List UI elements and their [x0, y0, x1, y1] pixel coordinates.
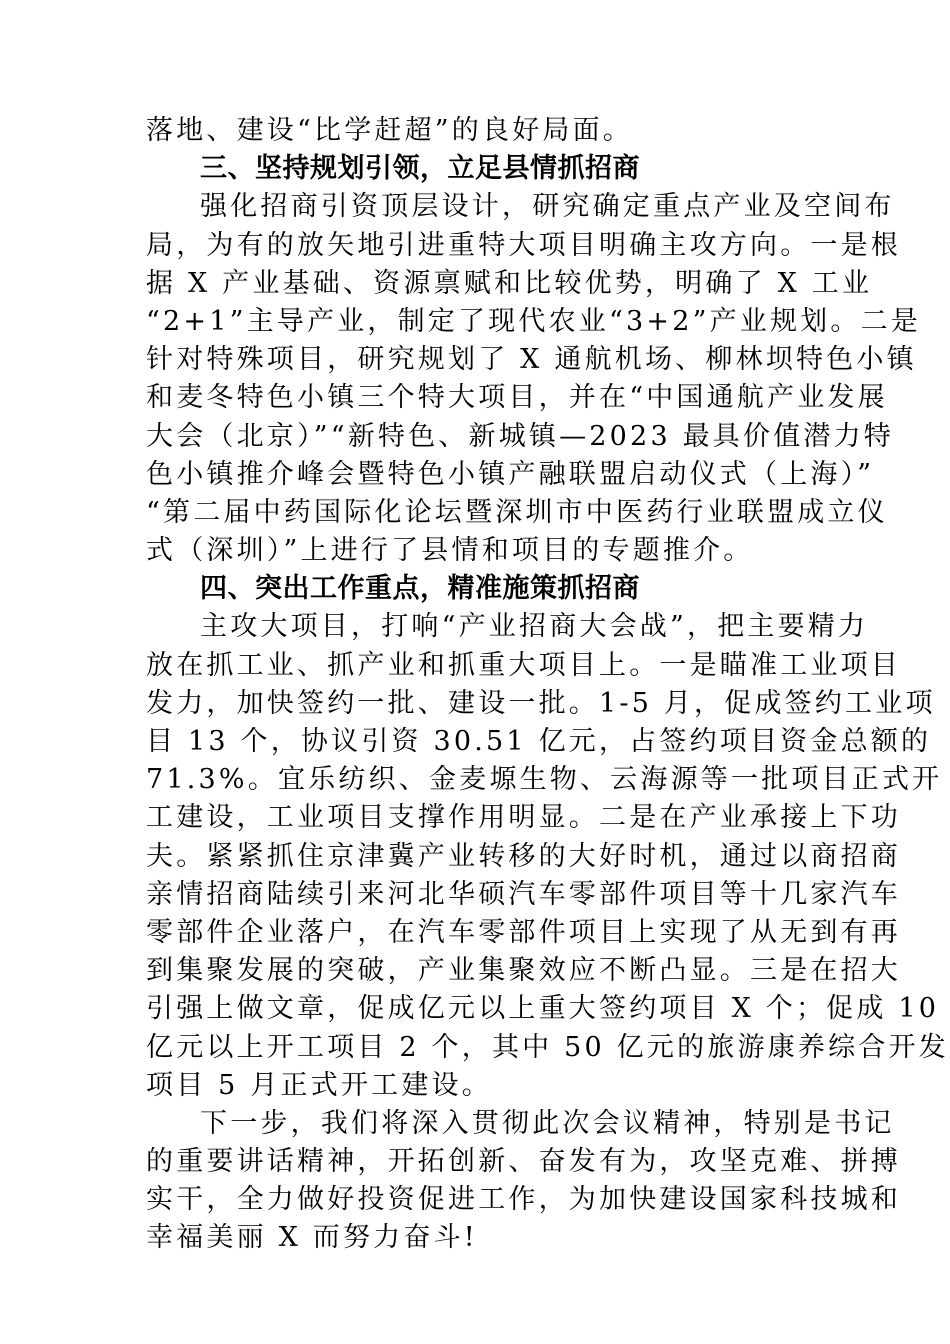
text-line: 实干，全力做好投资促进工作，为加快建设国家科技城和 [146, 1184, 901, 1216]
text-line: 式（深圳）”上进行了县情和项目的专题推介。 [146, 535, 754, 567]
text-line: 亲情招商陆续引来河北华硕汽车零部件项目等十几家汽车 [146, 878, 901, 910]
text-line: 到集聚发展的突破，产业集聚效应不断凸显。三是在招大 [146, 955, 901, 987]
section-heading: 四、突出工作重点，精准施策抓招商 [200, 573, 640, 605]
section-heading: 三、坚持规划引领，立足县情抓招商 [200, 153, 640, 185]
text-line: 局，为有的放矢地引进重特大项目明确主攻方向。一是根 [146, 229, 901, 261]
text-line: 强化招商引资顶层设计，研究确定重点产业及空间布 [200, 191, 895, 223]
text-line: 的重要讲话精神，开拓创新、奋发有为，攻坚克难、拼搏 [146, 1146, 901, 1178]
document-body [146, 112, 949, 1258]
text-line: 目 13 个，协议引资 30.51 亿元，占签约项目资金总额的 [146, 726, 932, 757]
text-line: 落地、建设“比学赶超”的良好局面。 [146, 115, 634, 146]
text-line: 针对特殊项目，研究规划了 X 通航机场、柳林坝特色小镇 [146, 344, 917, 376]
text-line: 夫。紧紧抓住京津冀产业转移的大好时机，通过以商招商 [146, 840, 901, 872]
text-line: 引强上做文章，促成亿元以上重大签约项目 X 个；促成 10 [146, 993, 940, 1025]
text-line: “2+1”主导产业，制定了现代农业“3+2”产业规划。二是 [146, 305, 921, 337]
text-line: 亿元以上开工项目 2 个，其中 50 亿元的旅游康养综合开发 [146, 1031, 949, 1063]
text-line: 放在抓工业、抓产业和抓重大项目上。一是瞄准工业项目 [146, 649, 901, 681]
text-line: 发力，加快签约一批、建设一批。1-5 月，促成签约工业项 [146, 687, 936, 719]
text-line: 71.3%。宜乐纺织、金麦塬生物、云海源等一批项目正式开 [146, 764, 943, 796]
text-line: “第二届中药国际化论坛暨深圳市中医药行业联盟成立仪 [146, 496, 888, 528]
text-line: 工建设，工业项目支撑作用明显。二是在产业承接上下功 [146, 802, 901, 834]
text-line: 幸福美丽 X 而努力奋斗! [146, 1222, 478, 1254]
text-line: 下一步，我们将深入贯彻此次会议精神，特别是书记 [200, 1107, 895, 1139]
text-line: 项目 5 月正式开工建设。 [146, 1069, 492, 1101]
text-line: 据 X 产业基础、资源禀赋和比较优势，明确了 X 工业 [146, 267, 873, 299]
text-line: 主攻大项目，打响“产业招商大会战”，把主要精力 [200, 611, 869, 643]
text-line: 零部件企业落户，在汽车零部件项目上实现了从无到有再 [146, 916, 901, 948]
text-line: 和麦冬特色小镇三个特大项目，并在“中国通航产业发展 [146, 382, 888, 414]
text-line: 色小镇推介峰会暨特色小镇产融联盟启动仪式（上海）” [146, 458, 875, 490]
text-line: 大会（北京）”“新特色、新城镇—2023 最具价值潜力特 [146, 420, 895, 452]
